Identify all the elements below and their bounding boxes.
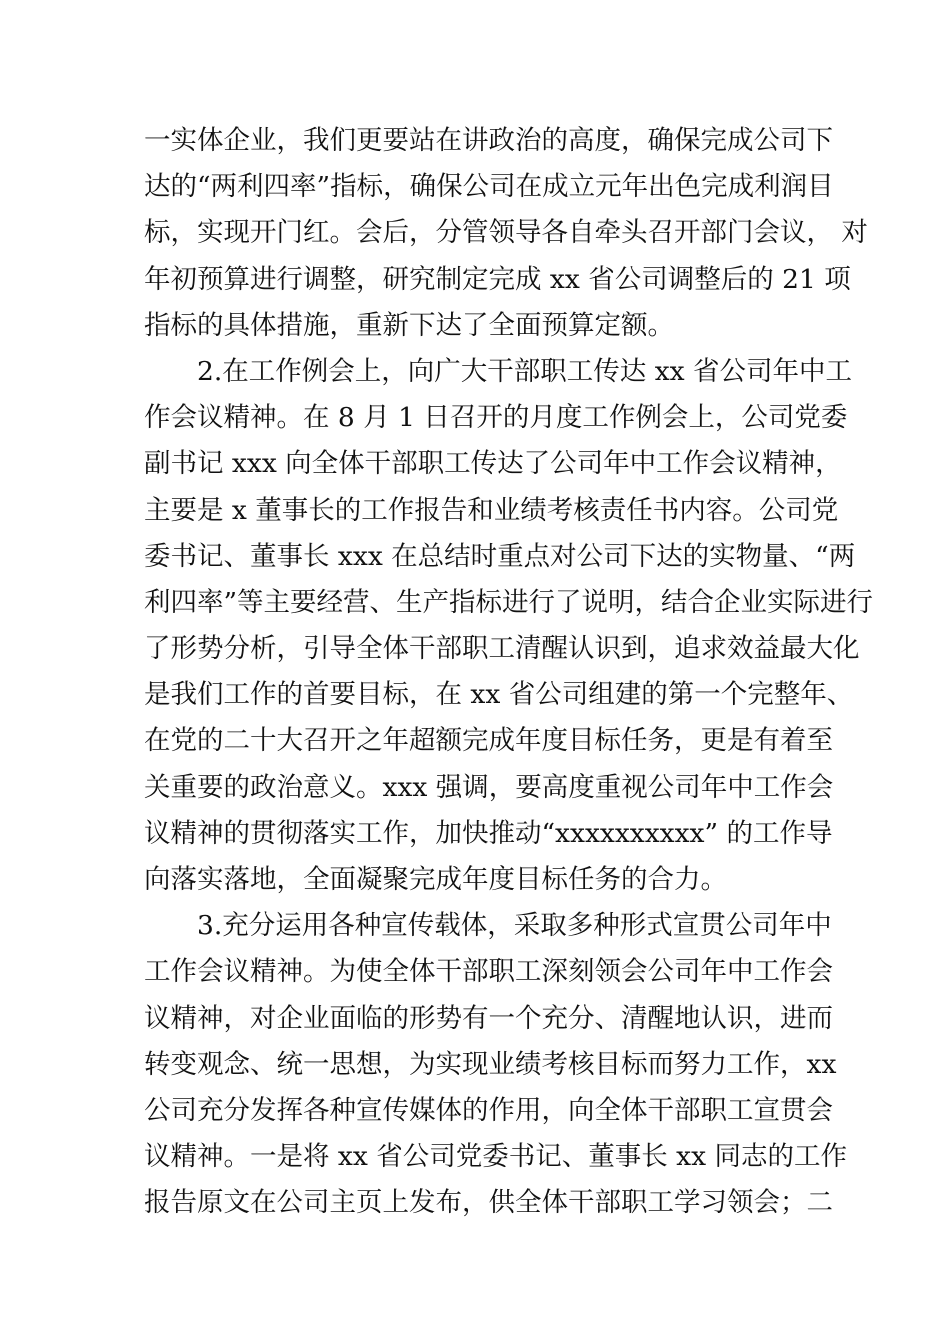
- text-line-22: 公司充分发挥各种宣传媒体的作用，向全体干部职工宣贯会: [144, 1094, 833, 1126]
- text-line-15: 关重要的政治意义。xxx 强调，要高度重视公司年中工作会: [144, 771, 834, 803]
- text-line-2: 达的“两利四率”指标，确保公司在成立元年出色完成利润目: [144, 171, 834, 203]
- text-line-20: 议精神，对企业面临的形势有一个充分、清醒地认识，进而: [144, 1002, 833, 1034]
- text-line-21: 转变观念、统一思想，为实现业绩考核目标而努力工作，xx: [144, 1048, 837, 1080]
- text-line-17: 向落实落地，全面凝聚完成年度目标任务的合力。: [144, 864, 727, 895]
- text-line-16: 议精神的贯彻落实工作，加快推动“xxxxxxxxxx” 的工作导: [144, 817, 833, 849]
- text-line-8: 副书记 xxx 向全体干部职工传达了公司年中工作会议精神，: [144, 448, 842, 480]
- text-line-23: 议精神。一是将 xx 省公司党委书记、董事长 xx 同志的工作: [144, 1141, 847, 1173]
- text-line-24: 报告原文在公司主页上发布，供全体干部职工学习领会；二: [144, 1187, 833, 1219]
- text-line-9: 主要是 x 董事长的工作报告和业绩考核责任书内容。公司党: [144, 494, 839, 526]
- text-line-4: 年初预算进行调整，研究制定完成 xx 省公司调整后的 21 项: [144, 263, 851, 295]
- text-line-19: 工作会议精神。为使全体干部职工深刻领会公司年中工作会: [144, 956, 833, 988]
- text-line-7: 作会议精神。在 8 月 1 日召开的月度工作例会上，公司党委: [144, 402, 848, 434]
- text-line-13: 是我们工作的首要目标，在 xx 省公司组建的第一个完整年、: [144, 679, 854, 711]
- text-line-3: 标，实现开门红。会后，分管领导各自牵头召开部门会议， 对: [144, 217, 868, 249]
- text-line-5: 指标的具体措施，重新下达了全面预算定额。: [144, 309, 674, 341]
- document-body: [144, 118, 874, 1227]
- text-line-14: 在党的二十大召开之年超额完成年度目标任务，更是有着至: [144, 725, 833, 757]
- text-line-12: 了形势分析，引导全体干部职工清醒认识到，追求效益最大化: [144, 633, 860, 665]
- text-line-6: 2.在工作例会上，向广大干部职工传达 xx 省公司年中工: [197, 355, 853, 387]
- text-line-18: 3.充分运用各种宣传载体，采取多种形式宣贯公司年中: [197, 910, 832, 942]
- text-line-11: 利四率”等主要经营、生产指标进行了说明，结合企业实际进行: [144, 586, 874, 618]
- text-line-10: 委书记、董事长 xxx 在总结时重点对公司下达的实物量、“两: [144, 540, 856, 572]
- text-line-1: 一实体企业，我们更要站在讲政治的高度，确保完成公司下: [144, 125, 833, 156]
